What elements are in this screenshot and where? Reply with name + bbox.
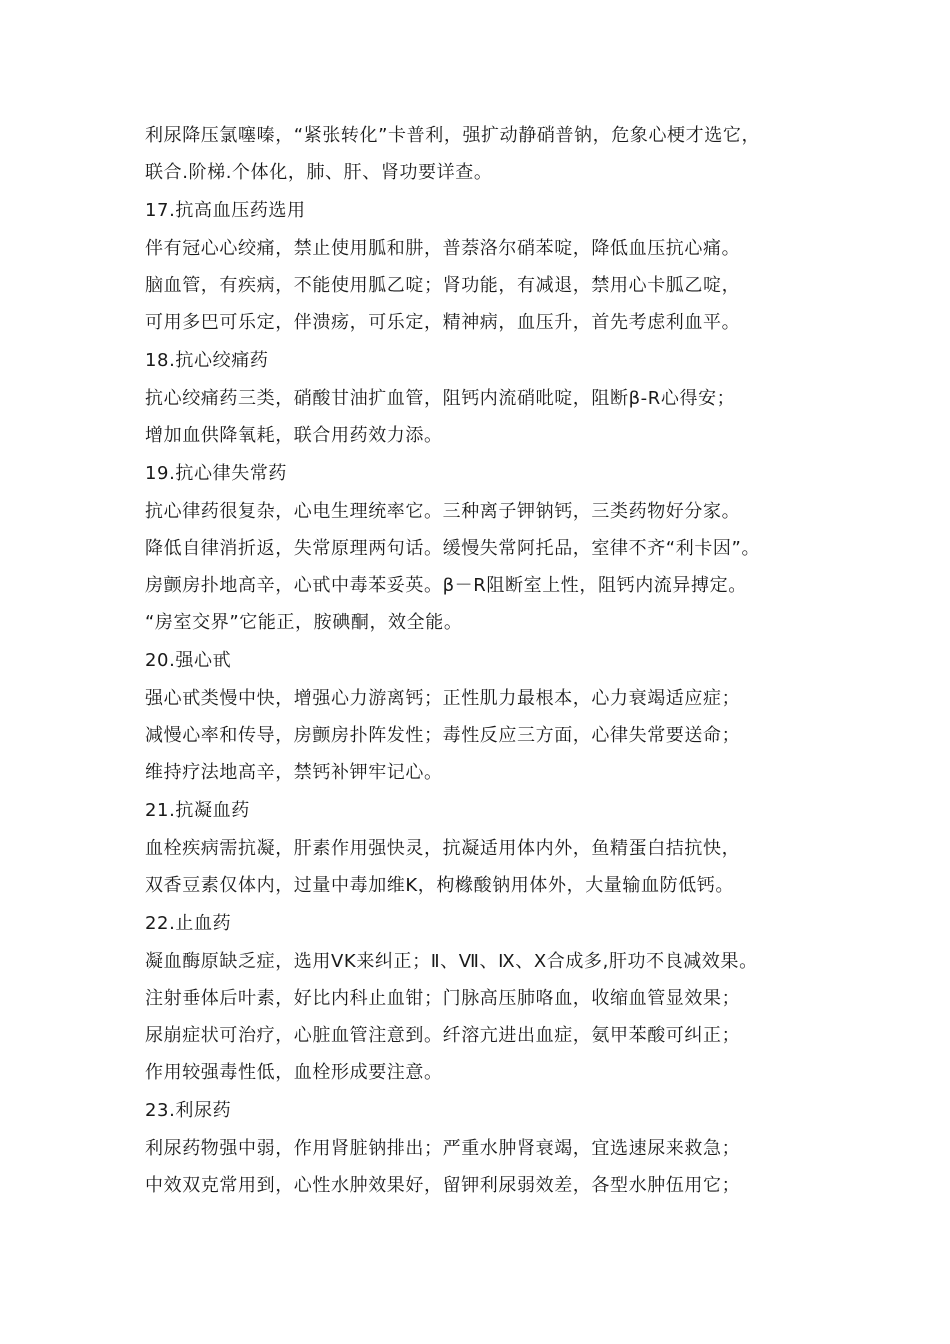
paragraph-line: 利尿降压氯噻嗪，“紧张转化”卡普利，强扩动静硝普钠，危象心梗才选它， [145,125,761,146]
paragraph-line: 双香豆素仅体内，过量中毒加维K，枸橼酸钠用体外，大量输血防低钙。 [145,875,735,896]
section-continuation [145,117,825,191]
paragraph-line: 减慢心率和传导，房颤房扑阵发性；毒性反应三方面，心律失常要送命； [145,725,741,746]
section-heading: 22.止血药 [145,913,232,934]
paragraph-line: 凝血酶原缺乏症，选用VK来纠正；Ⅱ、Ⅶ、Ⅸ、Ⅹ合成多,肝功不良减效果。 [145,951,758,972]
paragraph-line: 伴有冠心心绞痛，禁止使用胍和肼，普萘洛尔硝苯啶，降低血压抗心痛。 [145,238,741,259]
paragraph-line: “房室交界”它能正，胺碘酮，效全能。 [145,612,463,633]
section-antiarrhythmic [145,454,825,641]
section-anticoagulants [145,791,825,904]
paragraph-line: 利尿药物强中弱，作用肾脏钠排出；严重水肿肾衰竭，宜选速尿来救急； [145,1138,741,1159]
section-heading: 20.强心甙 [145,650,232,671]
paragraph-line: 尿崩症状可治疗，心脏血管注意到。纤溶亢进出血症，氨甲苯酸可纠正； [145,1025,741,1046]
paragraph-line: 血栓疾病需抗凝，肝素作用强快灵，抗凝适用体内外，鱼精蛋白拮抗快， [145,838,741,859]
section-heading: 18.抗心绞痛药 [145,350,269,371]
paragraph-line: 作用较强毒性低，血栓形成要注意。 [145,1062,443,1083]
section-antihypertensive-selection [145,191,825,341]
document-body [145,117,825,1204]
paragraph-line: 抗心绞痛药三类，硝酸甘油扩血管，阻钙内流硝吡啶，阻断β-R心得安； [145,388,736,409]
section-heading: 21.抗凝血药 [145,800,250,821]
paragraph-line: 脑血管，有疾病，不能使用胍乙啶；肾功能，有减退，禁用心卡胍乙啶， [145,275,741,296]
paragraph-line: 抗心律药很复杂，心电生理统率它。三种离子钾钠钙，三类药物好分家。 [145,501,741,522]
paragraph-line: 可用多巴可乐定，伴溃疡，可乐定，精神病，血压升，首先考虑利血平。 [145,312,741,333]
section-heading: 19.抗心律失常药 [145,463,288,484]
paragraph-line: 降低自律消折返，失常原理两句话。缓慢失常阿托品，室律不齐“利卡因”。 [145,538,761,559]
section-heading: 17.抗高血压药选用 [145,200,306,221]
section-heading: 23.利尿药 [145,1100,232,1121]
paragraph-line: 维持疗法地高辛，禁钙补钾牢记心。 [145,762,443,783]
paragraph-line: 注射垂体后叶素，好比内科止血钳；门脉高压肺咯血，收缩血管显效果； [145,988,741,1009]
paragraph-line: 房颤房扑地高辛，心甙中毒苯妥英。β－R阻断室上性，阻钙内流异搏定。 [145,575,747,596]
paragraph-line: 中效双克常用到，心性水肿效果好，留钾利尿弱效差，各型水肿伍用它； [145,1175,741,1196]
section-antianginal [145,341,825,454]
paragraph-line: 增加血供降氧耗，联合用药效力添。 [145,425,443,446]
section-cardiac-glycosides [145,641,825,791]
section-diuretics [145,1091,825,1204]
paragraph-line: 强心甙类慢中快，增强心力游离钙；正性肌力最根本，心力衰竭适应症； [145,688,741,709]
paragraph-line: 联合.阶梯.个体化，肺、肝、肾功要详查。 [145,162,493,183]
section-hemostatics [145,904,825,1091]
